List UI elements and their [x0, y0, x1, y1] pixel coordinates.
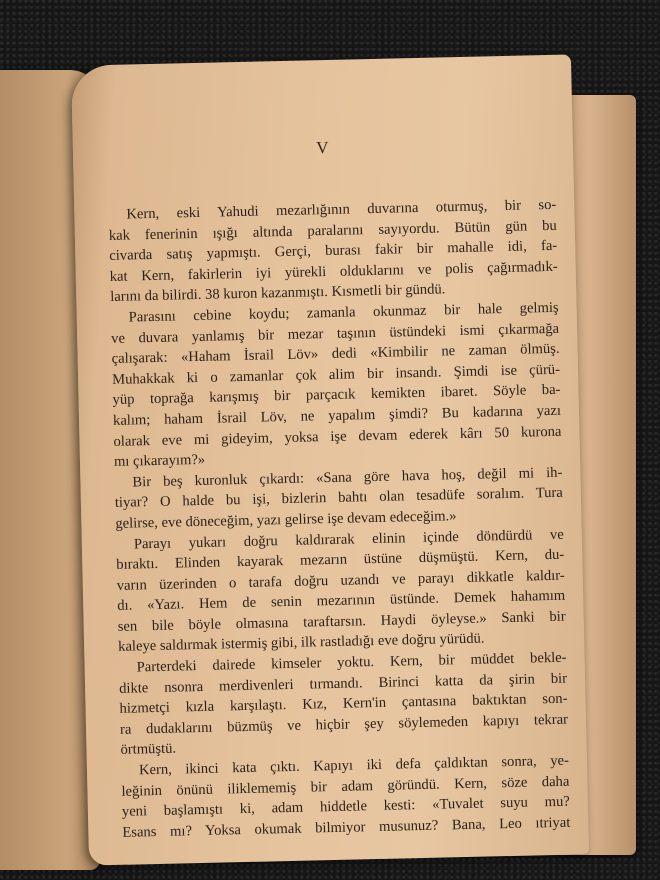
text-line: dikte nsonra merdivenleri tırmandı. Birinci katta da şirin bir: [118, 670, 568, 697]
text-line: Bir beş kuronluk çıkardı: «Sana göre hava hoş, değil mi ih-: [132, 464, 563, 491]
page-body-text: [108, 195, 570, 843]
text-line: tiyar? O halde bu işi, bizlerin bahtı olan tesadüfe soralım. Tura: [114, 485, 563, 512]
text-line: Kern, ikinci kata çıktı. Kapıyı iki defa çaldıktan sonra, ye-: [138, 752, 570, 779]
text-line: ra dudaklarını büzmüş ve hiçbir şey söylemeden kapıyı tekrar: [119, 711, 569, 738]
text-line: çalışarak: «Haham İsrail Löv» dedi «Kimbilir ne zaman ölmüş.: [111, 340, 560, 368]
text-line: Esans mı? Yoksa okumak bilmiyor musunuz? Bana, Leo ıtriyat: [122, 814, 571, 841]
text-line: larını da bilirdi. 38 kuron kazanmıştı. Kısmetli bir gündü.: [110, 281, 446, 306]
text-line: varın üzerinden o tarafa doğru uzandı ve parayı dikkatle kaldır-: [116, 567, 565, 594]
text-line: bıraktı. Elinden kayarak mezarın üstüne düşmüştü. Kern, du-: [116, 546, 565, 573]
text-line: kaleye saldırmak istermiş gibi, ilk rastladığı eve doğru yürüdü.: [118, 631, 485, 656]
text-line: leğinin önünü iliklememiş bir adam göründü. Kern, söze daha: [121, 773, 570, 800]
text-line: Parayı yukarı doğru kaldırarak elinin içinde döndürdü ve: [133, 526, 564, 552]
text-line: mı çıkarayım?»: [113, 451, 206, 471]
text-line: dı. «Yazı. Hem de senin mezarının üstünde. Demek hahamım: [117, 587, 566, 615]
text-line: sen bile böyle olmasına taraftarsın. Haydi öyleyse.» Sanki bir: [117, 608, 566, 635]
text-line: kat Kern, fakirlerin iyi yürekli olduklarını ve polis çağırmadık-: [109, 258, 558, 285]
text-line: Parasını cebine koydu; zamanla okunmaz bir hale gelmiş: [128, 299, 559, 326]
text-line: Parterdeki dairede kimseler yoktu. Kern, bir müddet bekle-: [136, 649, 567, 676]
text-line: hizmetçi kızla karşılaştı. Kız, Kern'in çantasına baktıktan son-: [119, 690, 568, 718]
text-line: Muhakkak ki o zamanlar çok alim bir insandı. Şimdi ise çürü-: [111, 361, 561, 388]
text-line: örtmüştü.: [120, 741, 177, 759]
chapter-number: V: [316, 137, 330, 158]
text-line: kalım; haham İsrail Löv, ne yapalım şimdi? Bu kadarına yazı: [112, 402, 562, 429]
text-line: kak fenerinin ışığı altında paralarını sayıyordu. Bütün gün bu: [108, 217, 557, 244]
text-line: Kern, eski Yahudi mezarlığının duvarına oturmuş, bir so-: [126, 196, 557, 223]
text-line: gelirse, eve döneceğim, yazı gelirse işe devam edeceğim.»: [115, 508, 457, 532]
text-line: yüp toprağa karışmış bir parçacık kemikten ibaret. Söyle ba-: [112, 382, 561, 409]
text-line: civarda satış yapmıştı. Gerçi, burası fakir bir mahalle idi, fa-: [109, 237, 558, 265]
text-line: olarak eve mi gideyim, yoksa işe devam ederek kârı 50 kurona: [113, 423, 562, 450]
text-line: ve duvara yanlamış bir mezar taşının üstündeki ismi çıkarmağa: [111, 320, 560, 347]
text-line: yeni başlamıştı ki, adam hiddetle kesti: «Tuvalet suyu mu?: [121, 793, 570, 821]
book-page: [71, 54, 589, 865]
